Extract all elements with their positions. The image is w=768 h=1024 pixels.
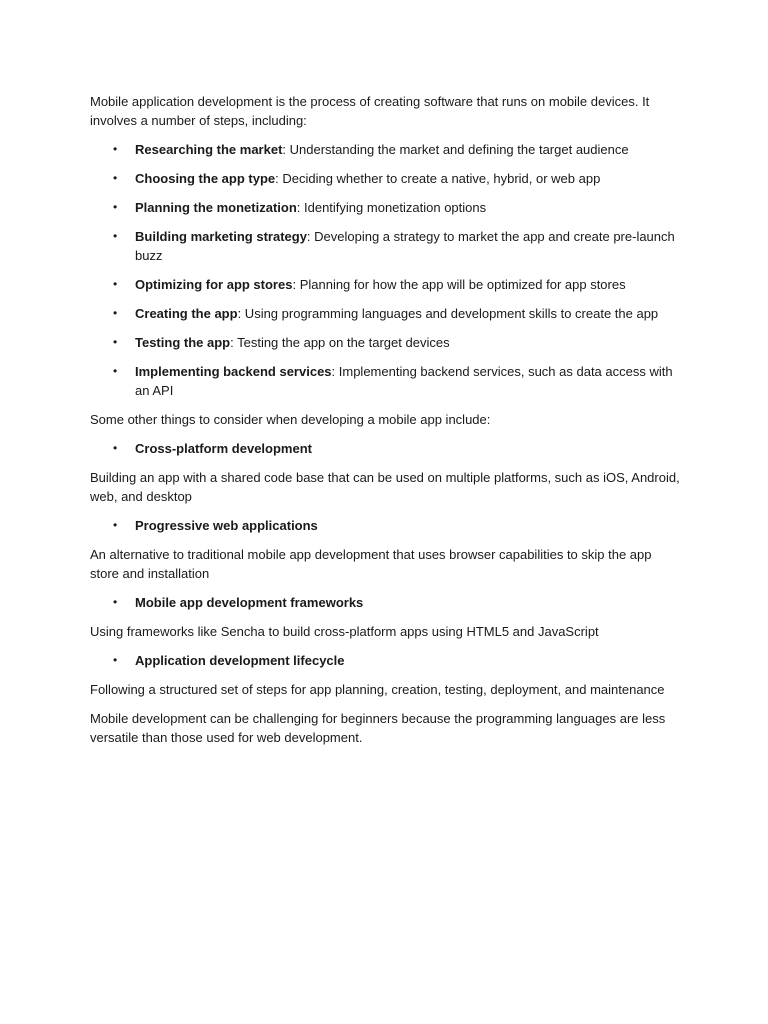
bullet-icon: • — [113, 518, 118, 532]
list-item — [90, 275, 682, 294]
step-description: : Using programming languages and development skills to create the app — [237, 306, 659, 321]
step-term: Optimizing for app stores — [135, 277, 293, 292]
consideration-description: Using frameworks like Sencha to build cross-platform apps using HTML5 and JavaScript — [90, 624, 599, 639]
consideration-list — [90, 593, 682, 612]
step-term: Researching the market — [135, 142, 283, 157]
bullet-icon: • — [113, 441, 118, 455]
consideration-term: Cross-platform development — [135, 441, 312, 456]
bullet-icon: • — [113, 653, 118, 667]
bullet-icon: • — [113, 364, 118, 378]
intro-paragraph: Mobile application development is the process of creating software that runs on mobile devices. It involves a number of steps, including: — [90, 94, 650, 128]
step-term: Choosing the app type — [135, 171, 276, 186]
list-item — [90, 304, 682, 323]
consideration-list — [90, 439, 682, 458]
step-description: : Deciding whether to create a native, hybrid, or web app — [275, 171, 601, 186]
step-term: Creating the app — [135, 306, 238, 321]
step-description: : Planning for how the app will be optimized for app stores — [292, 277, 626, 292]
consideration-term: Progressive web applications — [135, 518, 318, 533]
step-description: : Understanding the market and defining the target audience — [282, 142, 629, 157]
list-item — [90, 169, 682, 188]
bullet-icon: • — [113, 306, 118, 320]
list-item — [90, 439, 682, 458]
list-item — [90, 362, 682, 400]
step-description: : Developing a strategy to market the app and create pre-launch buzz — [135, 229, 675, 263]
list-item — [90, 198, 682, 217]
step-term: Implementing backend services — [135, 364, 332, 379]
list-item — [90, 516, 682, 535]
step-term: Testing the app — [135, 335, 231, 350]
closing-paragraph: Mobile development can be challenging for beginners because the programming languages are less versatile than those used for web development. — [90, 711, 666, 745]
step-term: Planning the monetization — [135, 200, 297, 215]
bullet-icon: • — [113, 335, 118, 349]
step-description: : Implementing backend services, such as data access with an API — [135, 364, 673, 398]
step-description: : Identifying monetization options — [296, 200, 487, 215]
consideration-list — [90, 651, 682, 670]
consideration-list — [90, 516, 682, 535]
list-item — [90, 227, 682, 265]
other-intro-paragraph: Some other things to consider when developing a mobile app include: — [90, 412, 491, 427]
step-description: : Testing the app on the target devices — [230, 335, 450, 350]
bullet-icon: • — [113, 200, 118, 214]
bullet-icon: • — [113, 171, 118, 185]
bullet-icon: • — [113, 142, 118, 156]
step-term: Building marketing strategy — [135, 229, 307, 244]
bullet-icon: • — [113, 229, 118, 243]
bullet-icon: • — [113, 277, 118, 291]
consideration-description: An alternative to traditional mobile app development that uses browser capabilities to skip the app store and installation — [90, 547, 652, 581]
consideration-description: Building an app with a shared code base that can be used on multiple platforms, such as iOS, Android, web, and desktop — [90, 470, 680, 504]
document-body — [90, 92, 682, 757]
list-item — [90, 593, 682, 612]
bullet-icon: • — [113, 595, 118, 609]
consideration-term: Mobile app development frameworks — [135, 595, 364, 610]
list-item — [90, 140, 682, 159]
steps-list — [90, 140, 682, 400]
consideration-description: Following a structured set of steps for app planning, creation, testing, deployment, and maintenance — [90, 682, 665, 697]
list-item — [90, 651, 682, 670]
consideration-term: Application development lifecycle — [135, 653, 345, 668]
list-item — [90, 333, 682, 352]
